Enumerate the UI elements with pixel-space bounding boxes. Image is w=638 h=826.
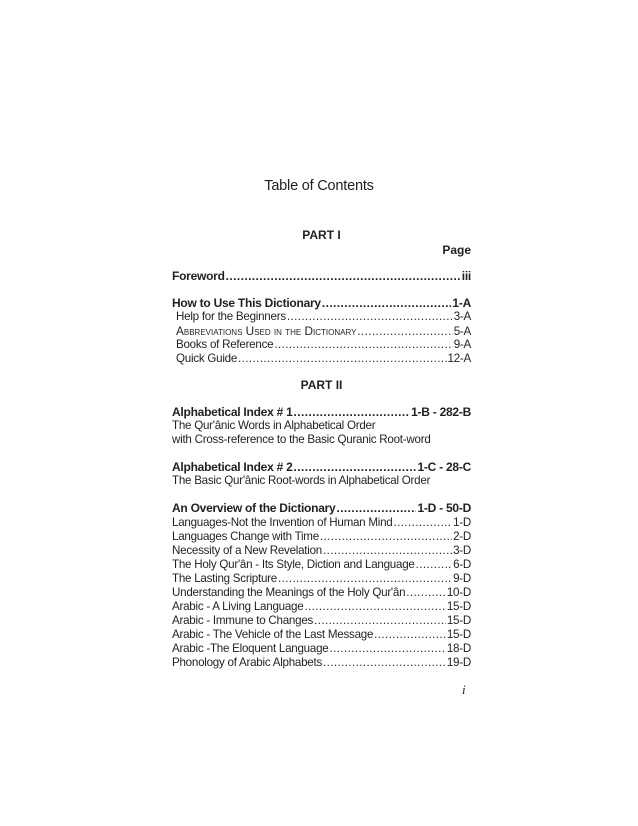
entry-description: The Qur'ânic Words in Alphabetical Order: [172, 419, 376, 432]
part-one-heading: PART I: [302, 228, 341, 242]
toc-entry-label: The Lasting Scripture: [172, 572, 277, 585]
dot-leader: [374, 628, 446, 642]
toc-entry-page: 9-A: [453, 338, 471, 351]
dot-leader: [238, 352, 446, 366]
toc-entry-label: Necessity of a New Revelation: [172, 544, 322, 557]
toc-entry-page: 1-C - 28-C: [417, 460, 471, 474]
toc-entry-label: Phonology of Arabic Alphabets: [172, 656, 323, 669]
dot-leader: [304, 600, 445, 614]
toc-entry-label: Help for the Beginners: [176, 310, 286, 323]
dot-leader: [357, 325, 452, 339]
toc-subentry[interactable]: [172, 656, 471, 670]
toc-entry-foreword[interactable]: [172, 269, 471, 283]
toc-entry-label: Arabic -The Eloquent Language: [172, 642, 329, 655]
toc-entry-label: Languages Change with Time: [172, 530, 319, 543]
toc-subentry[interactable]: [172, 544, 471, 558]
toc-subentry[interactable]: [172, 628, 471, 642]
toc-entry-label: Alphabetical Index # 1: [172, 405, 293, 419]
toc-entry-label: Understanding the Meanings of the Holy Qur'ân: [172, 586, 406, 599]
toc-entry-page: 1-A: [452, 296, 471, 310]
page-column-header: Page: [442, 243, 471, 257]
toc-entry-how-to-use[interactable]: [172, 296, 471, 310]
toc-entry-page: 19-D: [446, 656, 471, 669]
toc-entry-page: iii: [461, 269, 471, 283]
toc-subentry[interactable]: [172, 572, 471, 586]
page-folio: i: [462, 682, 466, 697]
toc-subentry[interactable]: [176, 310, 471, 324]
dot-leader: [323, 544, 452, 558]
toc-entry-label: Foreword: [172, 269, 225, 283]
toc-entry-alphabetical-index-2[interactable]: [172, 460, 471, 474]
toc-entry-label: Books of Reference: [176, 338, 274, 351]
dot-leader: [294, 405, 411, 419]
toc-entry-label: The Holy Qur'ân - Its Style, Diction and Language: [172, 558, 415, 571]
toc-entry-page: 15-D: [446, 614, 471, 627]
dot-leader: [329, 642, 445, 656]
toc-entry-page: 1-B - 282-B: [411, 405, 471, 419]
dot-leader: [287, 310, 453, 324]
toc-entry-label: Arabic - A Living Language: [172, 600, 304, 613]
dot-leader: [322, 296, 452, 310]
toc-entry-label: Quick Guide: [176, 352, 238, 365]
dot-leader: [336, 501, 416, 515]
dot-leader: [314, 614, 446, 628]
toc-entry-page: 9-D: [453, 572, 471, 585]
toc-entry-overview[interactable]: [172, 501, 471, 515]
toc-subentry[interactable]: [172, 642, 471, 656]
toc-entry-page: 1-D: [453, 516, 471, 529]
toc-entry-page: 1-D - 50-D: [417, 501, 471, 515]
dot-leader: [274, 338, 452, 352]
toc-entry-page: 10-D: [446, 586, 471, 599]
toc-entry-label: An Overview of the Dictionary: [172, 501, 336, 515]
toc-subentry[interactable]: [172, 558, 471, 572]
toc-entry-page: 2-D: [453, 530, 471, 543]
toc-subentry[interactable]: [176, 352, 471, 366]
toc-entry-page: 3-A: [453, 310, 471, 323]
dot-leader: [393, 516, 452, 530]
toc-entry-label: Languages-Not the Invention of Human Mind: [172, 516, 393, 529]
toc-entry-label: Alphabetical Index # 2: [172, 460, 293, 474]
toc-entry-page: 12-A: [447, 352, 471, 365]
toc-subentry[interactable]: [172, 614, 471, 628]
toc-entry-label: Arabic - The Vehicle of the Last Message: [172, 628, 374, 641]
dot-leader: [226, 269, 461, 283]
part-two-heading: PART II: [300, 378, 343, 392]
dot-leader: [294, 460, 417, 474]
toc-subentry[interactable]: [172, 516, 471, 530]
toc-subentry[interactable]: [172, 600, 471, 614]
entry-description: with Cross-reference to the Basic Quranic Root-word: [172, 433, 431, 446]
toc-entry-page: 18-D: [446, 642, 471, 655]
toc-subentry[interactable]: [172, 586, 471, 600]
toc-entry-page: 5-A: [453, 325, 471, 338]
toc-entry-page: 15-D: [446, 600, 471, 613]
toc-subentry[interactable]: [176, 324, 471, 339]
page-title: Table of Contents: [264, 178, 374, 194]
toc-entry-page: 15-D: [446, 628, 471, 641]
toc-subentry[interactable]: [176, 338, 471, 352]
dot-leader: [406, 586, 446, 600]
dot-leader: [323, 656, 446, 670]
toc-entry-label: How to Use This Dictionary: [172, 296, 321, 310]
toc-entry-label: Arabic - Immune to Changes: [172, 614, 314, 627]
toc-entry-page: 3-D: [453, 544, 471, 557]
toc-entry-page: 6-D: [453, 558, 471, 571]
toc-subentry[interactable]: [172, 530, 471, 544]
dot-leader: [278, 572, 452, 586]
dot-leader: [320, 530, 452, 544]
toc-entry-alphabetical-index-1[interactable]: [172, 405, 471, 419]
dot-leader: [416, 558, 452, 572]
entry-description: The Basic Qur'ânic Root-words in Alphabetical Order: [172, 474, 431, 487]
toc-entry-label: Abbreviations Used in the Dictionary: [176, 324, 357, 338]
